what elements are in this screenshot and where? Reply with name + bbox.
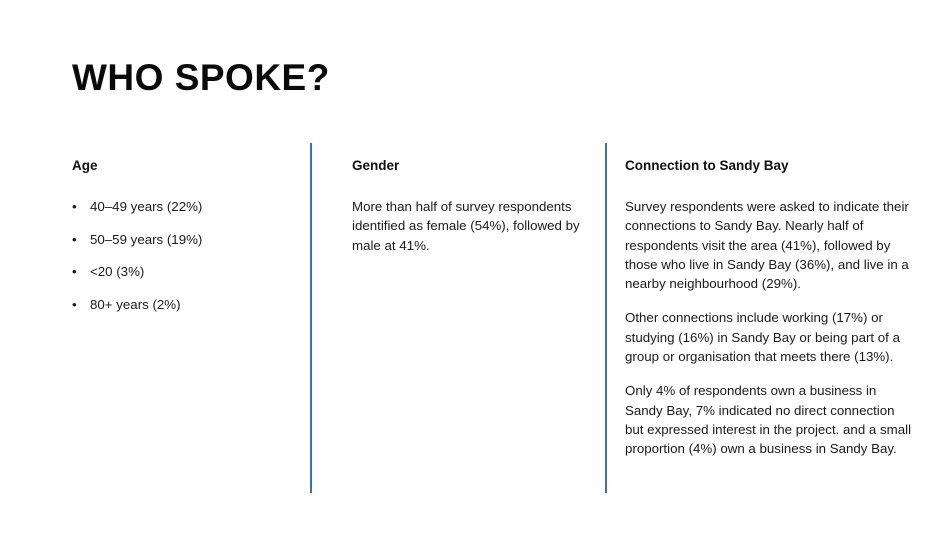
age-heading: Age [72, 158, 98, 173]
bullet-icon: • [72, 231, 77, 247]
connection-column [625, 156, 915, 474]
bullet-icon: • [72, 199, 77, 214]
bullet-icon: • [72, 264, 77, 280]
connection-paragraph: Only 4% of respondents own a business in Sandy Bay, 7% indicated no direct connection but expressed interest in the project. and a small proportion (4%) own a business in Sandy Bay. [625, 383, 912, 457]
age-list-item [72, 197, 292, 216]
age-column [72, 156, 292, 327]
age-list [72, 197, 292, 314]
age-list-item [72, 230, 292, 249]
gender-column [352, 156, 592, 270]
connection-paragraph: Other connections include working (17%) or studying (16%) in Sandy Bay or being part of a group or organisation that meets there (13%). [625, 310, 900, 365]
age-item-label: 40–49 years (22%) [90, 199, 203, 214]
connection-heading: Connection to Sandy Bay [625, 158, 789, 173]
age-item-label: <20 (3%) [90, 264, 145, 280]
column-divider-left [310, 143, 312, 493]
column-divider-right [605, 143, 607, 493]
age-item-label: 50–59 years (19%) [90, 231, 203, 247]
page-title: WHO SPOKE? [72, 57, 330, 98]
age-list-item [72, 295, 292, 314]
bullet-icon: • [72, 296, 77, 312]
gender-paragraph: More than half of survey respondents identified as female (54%), followed by male at 41%. [352, 199, 580, 253]
gender-heading: Gender [352, 158, 400, 173]
age-list-item [72, 262, 292, 281]
age-item-label: 80+ years (2%) [90, 296, 181, 312]
connection-paragraph: Survey respondents were asked to indicate their connections to Sandy Bay. Nearly half of respondents visit the area (41%), followed by those who live in Sandy Bay (36%), and live in a nearby neighbourhood (29%). [625, 199, 909, 292]
